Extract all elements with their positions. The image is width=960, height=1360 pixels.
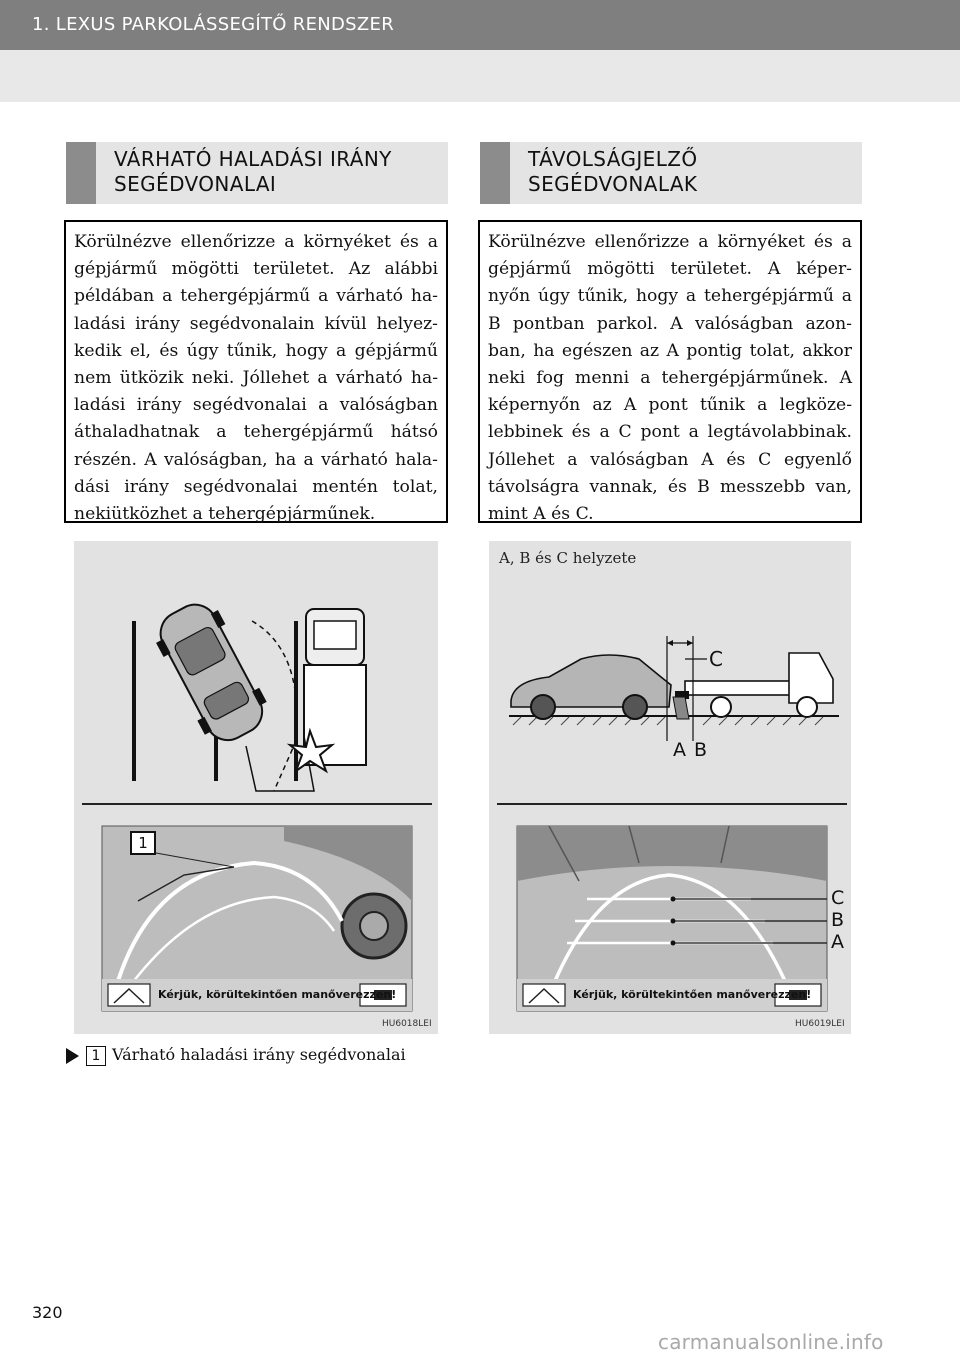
text-line: ban, ha egészen az A pontig tolat, akkor: [488, 340, 852, 361]
figure-illustration: [489, 541, 851, 1034]
heading-line: SEGÉDVONALAI: [114, 172, 277, 196]
text-line: távolságra vannak, és B messzebb van,: [488, 476, 852, 497]
heading-tab: [480, 142, 510, 204]
heading-line: VÁRHATÓ HALADÁSI IRÁNY: [114, 147, 392, 171]
marker-label-ab: A B: [673, 739, 709, 761]
figure-illustration: [74, 541, 438, 1034]
figure-caption: A, B és C helyzete: [499, 549, 637, 567]
heading-line: SEGÉDVONALAK: [528, 172, 698, 196]
text-line: gépjármű mögötti területet. A képer-: [488, 259, 852, 280]
text-line: képernyőn az A pont tűnik a legköze-: [488, 395, 852, 416]
marker-label-c: C: [709, 647, 723, 671]
text-line: részén. A valóságban, ha a várható hala-: [74, 449, 438, 470]
text-line: példában a tehergépjármű a várható ha-: [74, 286, 438, 307]
section-heading-text: [528, 147, 698, 197]
text-line: nyőn úgy tűnik, hogy a tehergépjármű a: [488, 286, 852, 307]
page-title: 1. LEXUS PARKOLÁSSEGÍTŐ RENDSZER: [32, 14, 395, 35]
text-line: lebbinek és a C pont a legtávolabbinak.: [488, 422, 852, 443]
watermark: carmanualsonline.info: [658, 1330, 884, 1354]
header-bar: [0, 0, 960, 50]
figure-code: HU6019LEI: [795, 1019, 845, 1029]
legend-callout: 1: [86, 1046, 106, 1066]
screen-label-b: B: [831, 909, 845, 931]
screen-label-a: A: [831, 931, 844, 953]
info-box-right: [478, 220, 862, 523]
page-number: 320: [32, 1303, 63, 1322]
text-line: dási irány segédvonalai mentén tolat,: [74, 476, 438, 497]
callout-badge: 1: [130, 831, 156, 855]
text-line: neki fog menni a tehergépjárműnek. A: [488, 368, 852, 389]
legend-text: Várható haladási irány segédvonalai: [112, 1045, 406, 1064]
info-box-left: [64, 220, 448, 523]
figure-guide-lines: [74, 541, 438, 1034]
figure-distance-lines: [489, 541, 851, 1034]
bullet-arrow-icon: [66, 1048, 79, 1064]
heading-tab: [66, 142, 96, 204]
text-line: áthaladhatnak a tehergépjármű hátsó: [74, 422, 438, 443]
section-heading-text: [114, 147, 392, 197]
text-line: Jóllehet a valóságban A és C egyenlő: [488, 449, 852, 470]
screen-message: Kérjük, körültekintően manőverezzen!: [573, 988, 812, 1001]
text-line: mint A és C.: [488, 504, 594, 525]
figure-code: HU6018LEI: [382, 1019, 432, 1029]
text-line: gépjármű mögötti területet. Az alábbi: [74, 259, 438, 280]
text-line: Körülnézve ellenőrizze a környéket és a: [74, 232, 438, 252]
section-heading-right: [480, 142, 862, 204]
screen-message: Kérjük, körültekintően manőverezzen!: [158, 988, 397, 1001]
text-line: kedik el, és úgy tűnik, hogy a gépjármű: [74, 340, 438, 361]
text-line: B pontban parkol. A valóságban azon-: [488, 313, 852, 334]
text-line: ladási irány segédvonalai a valóságban: [74, 395, 438, 416]
text-line: nekiütközhet a tehergépjárműnek.: [74, 504, 376, 525]
screen-label-c: C: [831, 887, 845, 909]
text-line: nem ütközik neki. Jóllehet a várható ha-: [74, 368, 438, 389]
text-line: Körülnézve ellenőrizze a környéket és a: [488, 232, 852, 252]
text-line: ladási irány segédvonalain kívül helyez-: [74, 313, 438, 334]
header-band: [0, 50, 960, 102]
heading-line: TÁVOLSÁGJELZŐ: [528, 147, 698, 171]
section-heading-left: [66, 142, 448, 204]
